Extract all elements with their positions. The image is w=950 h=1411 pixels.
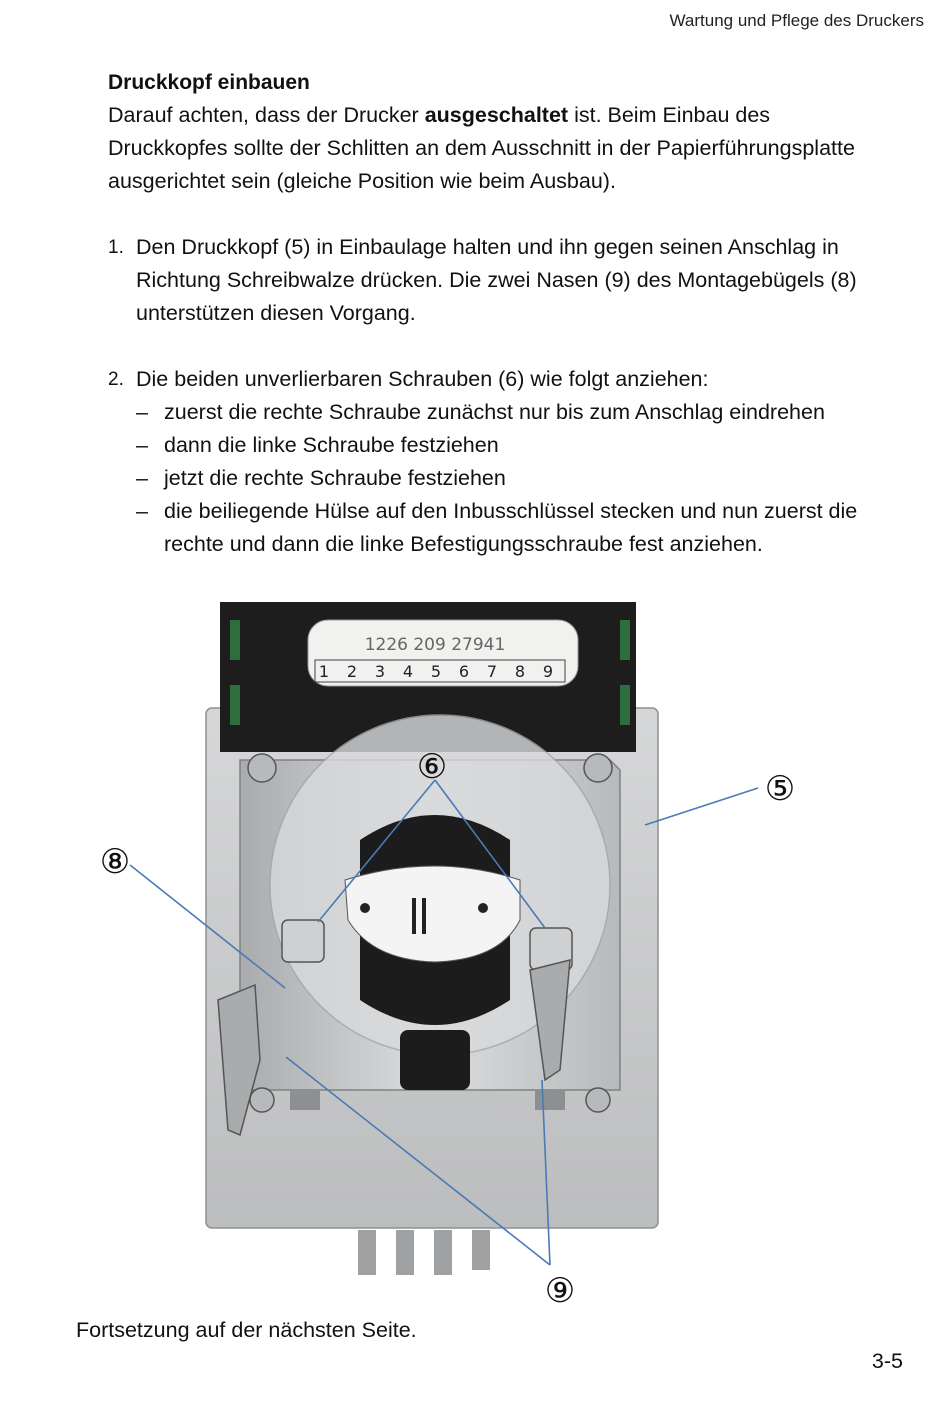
step-1 xyxy=(108,231,918,330)
spring-right xyxy=(535,1090,565,1110)
corner-screw xyxy=(586,1088,610,1112)
bottom-pin xyxy=(472,1230,490,1270)
sub-item xyxy=(136,495,918,561)
dash: – xyxy=(136,433,148,457)
sub-line: die beiliegende Hülse auf den Inbusschlüssel stecken und nun zuerst die xyxy=(164,499,858,523)
label-digit: 1 xyxy=(318,662,330,681)
sub-item xyxy=(136,396,918,429)
sub-line: zuerst die rechte Schraube zunächst nur bis zum Anschlag eindrehen xyxy=(164,400,825,424)
dash: – xyxy=(136,400,148,424)
bottom-pin xyxy=(434,1230,452,1275)
dash: – xyxy=(136,499,148,523)
corner-screw xyxy=(248,754,276,782)
green-strip xyxy=(620,620,630,660)
page-number: 3-5 xyxy=(871,1349,903,1373)
bottom-pin xyxy=(396,1230,414,1275)
continuation-note: Fortsetzung auf der nächsten Seite. xyxy=(76,1318,417,1342)
step-line: Richtung Schreibwalze drücken. Die zwei Nasen (9) des Montagebügels (8) xyxy=(136,268,857,292)
leader-5 xyxy=(645,788,758,825)
sub-line: dann die linke Schraube festziehen xyxy=(164,433,499,457)
sub-item xyxy=(136,462,918,495)
callout-9: ⑨ xyxy=(544,1271,576,1310)
label-digit: 8 xyxy=(514,662,526,681)
sub-line: jetzt die rechte Schraube festziehen xyxy=(164,466,506,490)
step-line: Den Druckkopf (5) in Einbaulage halten und ihn gegen seinen Anschlag in xyxy=(136,235,839,259)
green-strip xyxy=(230,620,240,660)
intro-line1-post: ist. Beim Einbau des xyxy=(568,103,771,127)
corner-screw xyxy=(250,1088,274,1112)
running-header: Wartung und Pflege des Druckers xyxy=(669,11,924,30)
nose-dot xyxy=(478,903,488,913)
intro-bold: ausgeschaltet xyxy=(424,103,569,127)
callout-5: ⑤ xyxy=(764,769,796,809)
spring-left xyxy=(290,1090,320,1110)
dash: – xyxy=(136,466,148,490)
sub-line: rechte und dann die linke Befestigungsschraube fest anziehen. xyxy=(164,532,763,556)
bottom-pin xyxy=(358,1230,376,1275)
lower-connector xyxy=(400,1030,470,1090)
nose-dot xyxy=(360,903,370,913)
intro-line3: ausgerichtet sein (gleiche Position wie beim Ausbau). xyxy=(108,169,616,193)
step-line: Die beiden unverlierbaren Schrauben (6) wie folgt anziehen: xyxy=(136,367,709,391)
step-2 xyxy=(108,363,918,561)
green-strip xyxy=(230,685,240,725)
intro-pre: Darauf achten, dass der Drucker xyxy=(108,103,425,127)
label-digit: 6 xyxy=(458,662,470,681)
label-serial: 1226 209 27941 xyxy=(364,635,506,655)
intro-line2: Druckkopfes sollte der Schlitten an dem Ausschnitt in der Papierführungsplatte xyxy=(108,136,855,160)
label-digit: 9 xyxy=(542,662,554,681)
label-digit: 4 xyxy=(402,662,414,681)
intro-paragraph xyxy=(108,99,918,198)
section-title: Druckkopf einbauen xyxy=(108,71,310,94)
step-number: 2. xyxy=(108,369,124,390)
label-digit: 5 xyxy=(430,662,442,681)
callout-8: ⑧ xyxy=(99,842,131,882)
step-line: unterstützen diesen Vorgang. xyxy=(136,301,416,325)
label-digit: 2 xyxy=(346,662,358,681)
needle-mark xyxy=(422,898,426,934)
main-content xyxy=(108,66,918,561)
printhead-figure xyxy=(90,590,850,1310)
green-strip xyxy=(620,685,630,725)
label-digit: 7 xyxy=(486,662,498,681)
corner-screw xyxy=(584,754,612,782)
callout-6: ⑥ xyxy=(416,747,448,787)
captive-screw-left xyxy=(282,920,324,962)
label-digit: 3 xyxy=(374,662,386,681)
needle-mark xyxy=(412,898,416,934)
sub-item xyxy=(136,429,918,462)
step-number: 1. xyxy=(108,237,124,258)
